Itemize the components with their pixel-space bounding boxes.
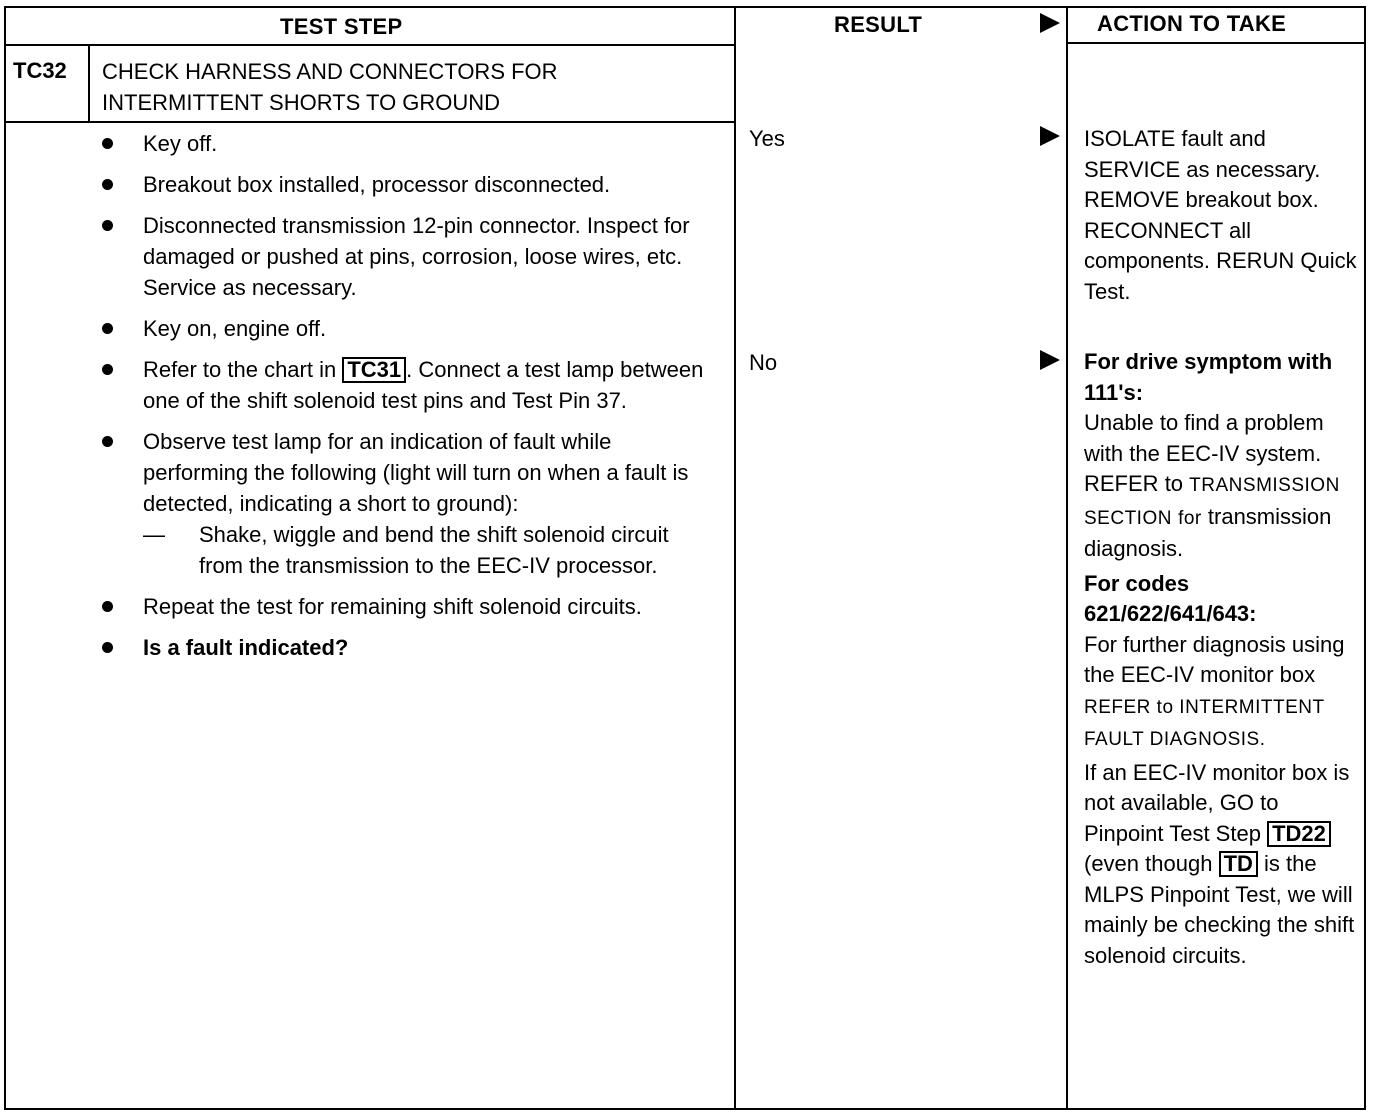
- instruction-item-question: [98, 632, 718, 663]
- action-codes-text-a: For further diagnosis using the EEC-IV monitor box: [1084, 631, 1345, 687]
- instruction-text: Breakout box installed, processor disconnected.: [143, 172, 611, 197]
- transmission-section-ref: TRANSMISSION SECTION: [1084, 475, 1340, 529]
- column-divider-action: [1066, 6, 1068, 1110]
- instruction-list: [98, 128, 718, 673]
- action-no-text-a: Unable to find a problem with the EEC-IV system. REFER: [1084, 410, 1324, 496]
- header-rule-right: [1066, 42, 1366, 44]
- bullet-icon: [102, 138, 113, 149]
- step-id-divider: [88, 46, 90, 122]
- instruction-text: Key on, engine off.: [143, 316, 327, 341]
- reference-td: TD: [1219, 851, 1258, 877]
- intermittent-fault-ref: REFER to INTERMITTENT FAULT DIAGNOSIS.: [1084, 696, 1325, 750]
- bullet-icon: [102, 364, 113, 375]
- instruction-item: [98, 591, 718, 622]
- action-no-text-to: to: [1164, 471, 1184, 496]
- result-yes-arrow-icon: [1040, 126, 1060, 146]
- instruction-item: [98, 354, 718, 416]
- instruction-text: Disconnected transmission 12-pin connector. Inspect for damaged or pushed at pins, corrosion, loose wires, etc. Service as necessary.: [143, 213, 690, 300]
- instruction-text: Observe test lamp for an indication of fault while performing the following (light will turn on when a fault is detected, indicating a short to ground):: [143, 429, 689, 516]
- action-monitor-text-a: If an EEC-IV monitor box is not available, GO to Pinpoint Test Step: [1084, 759, 1350, 846]
- instruction-item: [98, 313, 718, 344]
- bullet-icon: [102, 220, 113, 231]
- step-id: TC32: [13, 58, 67, 83]
- action-no-heading-drive: For drive symptom with 111's:: [1084, 349, 1333, 405]
- action-no-codes-text: [1084, 630, 1364, 756]
- question-text: Is a fault indicated?: [143, 635, 349, 660]
- header-arrow-icon: [1040, 13, 1060, 33]
- instruction-item: [98, 169, 718, 200]
- reference-tc31: TC31: [342, 357, 406, 383]
- action-no-text-c: transmission diagnosis.: [1084, 503, 1332, 561]
- instruction-text: Key off.: [143, 131, 218, 156]
- dash-marker: —: [143, 522, 165, 547]
- action-yes: ISOLATE fault and SERVICE as necessary. REMOVE breakout box. RECONNECT all components. RERUN Quick Test.: [1084, 126, 1357, 304]
- instruction-text-pre: Refer to the chart in: [143, 357, 337, 382]
- action-no-text: [1084, 408, 1364, 565]
- result-no-arrow-icon: [1040, 350, 1060, 370]
- bullet-icon: [102, 436, 113, 447]
- instruction-text-post: . Connect a test lamp between one of the shift solenoid test pins and Test Pin 37.: [143, 357, 704, 413]
- header-rule-left: [4, 44, 736, 46]
- step-title: CHECK HARNESS AND CONNECTORS FOR INTERMITTENT SHORTS TO GROUND: [102, 59, 558, 115]
- instruction-text: Repeat the test for remaining shift solenoid circuits.: [143, 594, 642, 619]
- header-action: ACTION TO TAKE: [1097, 11, 1287, 36]
- bullet-icon: [102, 642, 113, 653]
- bullet-icon: [102, 179, 113, 190]
- action-no: [1084, 347, 1364, 971]
- bullet-icon: [102, 323, 113, 334]
- column-divider-result: [734, 6, 736, 1110]
- reference-td22: TD22: [1267, 821, 1331, 847]
- step-title-rule: [4, 121, 736, 123]
- header-test-step: TEST STEP: [280, 14, 403, 39]
- sub-step-text: Shake, wiggle and bend the shift solenoid circuit from the transmission to the EEC-IV processor.: [199, 522, 669, 578]
- instruction-item: [98, 210, 718, 303]
- instruction-item: [98, 426, 718, 581]
- action-no-heading-codes: For codes 621/622/641/643:: [1084, 570, 1257, 626]
- sub-step: [143, 519, 718, 581]
- result-no: No: [749, 350, 778, 375]
- action-no-monitor-text: [1084, 758, 1364, 972]
- action-no-text-for: for: [1178, 507, 1202, 529]
- action-monitor-text-c: is the MLPS Pinpoint Test, we will mainly be checking the shift solenoid circuits.: [1084, 851, 1355, 968]
- bullet-icon: [102, 601, 113, 612]
- instruction-item: [98, 128, 718, 159]
- result-yes: Yes: [749, 126, 785, 151]
- header-result: RESULT: [834, 12, 923, 37]
- action-monitor-text-b: (even though: [1084, 851, 1213, 876]
